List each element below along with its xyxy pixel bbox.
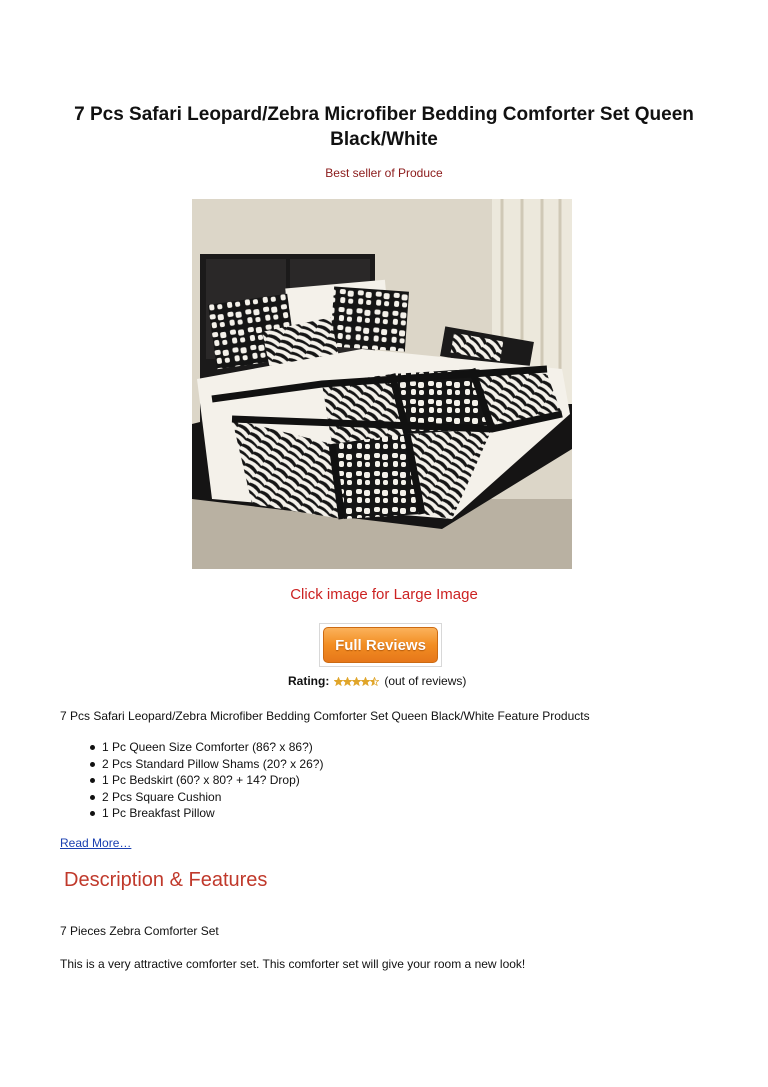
star-icon <box>370 677 379 686</box>
features-intro: 7 Pcs Safari Leopard/Zebra Microfiber Bedding Comforter Set Queen Black/White Feature Products <box>60 709 590 723</box>
star-icon <box>334 677 343 686</box>
feature-item: 2 Pcs Standard Pillow Shams (20? x 26?) <box>88 756 323 773</box>
feature-list <box>88 739 323 822</box>
feature-item: 2 Pcs Square Cushion <box>88 789 323 806</box>
large-image-link[interactable]: Click image for Large Image <box>290 586 478 603</box>
product-image[interactable] <box>192 199 572 569</box>
full-reviews-button[interactable] <box>319 623 442 667</box>
rating-label: Rating: <box>288 674 330 688</box>
read-more-link[interactable]: Read More… <box>60 836 132 850</box>
rating-row <box>288 674 466 688</box>
description-title: 7 Pieces Zebra Comforter Set <box>60 924 219 938</box>
product-title: 7 Pcs Safari Leopard/Zebra Microfiber Bedding Comforter Set Queen Black/White <box>74 104 694 150</box>
feature-item: 1 Pc Breakfast Pillow <box>88 805 323 822</box>
star-icon <box>352 677 361 686</box>
star-icon <box>361 677 370 686</box>
rating-stars <box>334 677 379 686</box>
rating-text: (out of reviews) <box>384 674 467 688</box>
description-body: This is a very attractive comforter set. This comforter set will give your room a new look! <box>60 957 526 971</box>
best-seller-subtitle: Best seller of Produce <box>325 166 443 180</box>
star-icon <box>343 677 352 686</box>
full-reviews-label: Full Reviews <box>323 627 438 663</box>
section-heading: Description & Features <box>64 869 268 891</box>
feature-item: 1 Pc Bedskirt (60? x 80? + 14? Drop) <box>88 772 323 789</box>
feature-item: 1 Pc Queen Size Comforter (86? x 86?) <box>88 739 323 756</box>
